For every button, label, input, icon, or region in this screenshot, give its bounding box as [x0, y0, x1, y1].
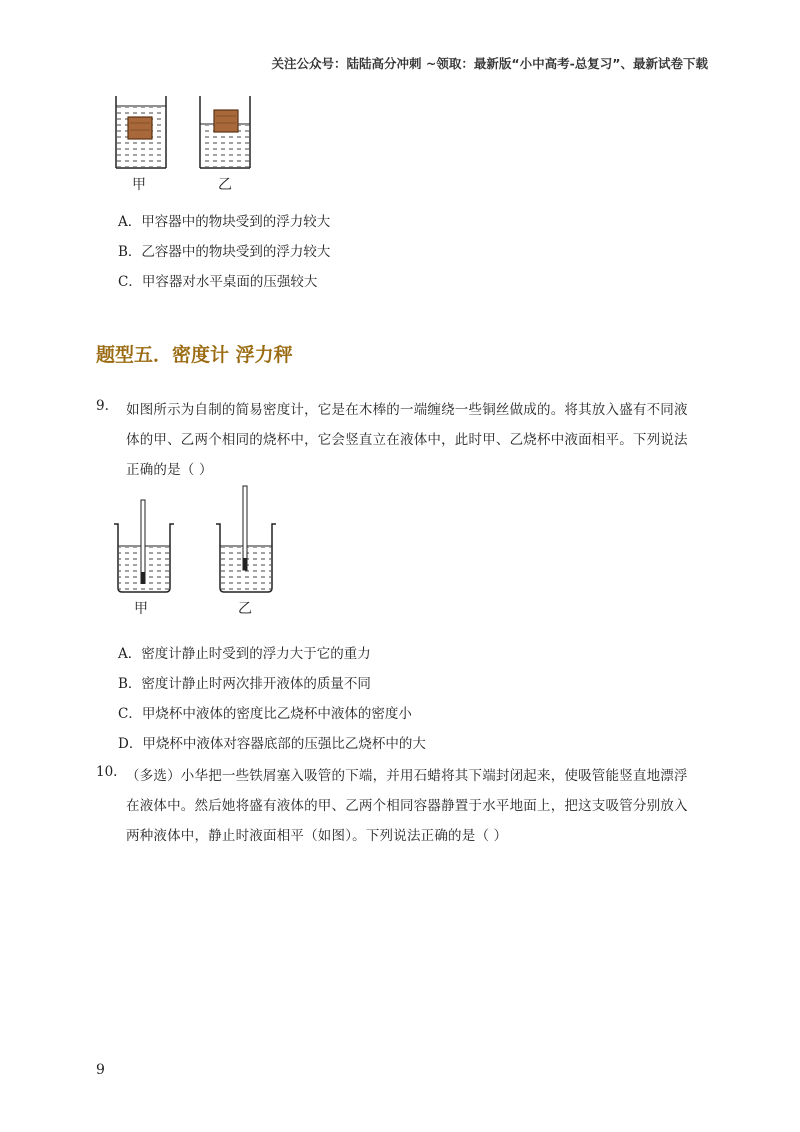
block-jia: [128, 117, 152, 139]
q9-figure-label-yi: 乙: [238, 601, 252, 617]
q9-option-a: A．密度计静止时受到的浮力大于它的重力: [118, 646, 371, 662]
block-yi: [214, 110, 238, 132]
q10-line-2: 在液体中。然后她将盛有液体的甲、乙两个相同容器静置于水平地面上，把这支吸管分别放入: [126, 798, 688, 814]
q9-figure-label-jia: 甲: [134, 601, 148, 617]
beaker-yi: [216, 486, 276, 592]
q9-option-d: D．甲烧杯中液体对容器底部的压强比乙烧杯中的大: [118, 736, 426, 752]
container-jia: [116, 96, 166, 168]
header-note: 关注公众号：陆陆高分冲刺 ~领取：最新版“小中高考-总复习”、最新试卷下载: [271, 56, 708, 71]
page-number: 9: [96, 1062, 105, 1078]
q9-option-b: B．密度计静止时两次排开液体的质量不同: [118, 676, 371, 692]
q8-option-c: C．甲容器对水平桌面的压强较大: [118, 274, 318, 290]
q10-number: 10.: [96, 764, 118, 780]
q9-line-3: 正确的是（ ）: [126, 462, 213, 478]
q8-option-b: B．乙容器中的物块受到的浮力较大: [118, 244, 331, 260]
q8-option-a: A．甲容器中的物块受到的浮力较大: [118, 214, 331, 230]
q9-number: 9.: [96, 398, 109, 414]
q10-line-1: （多选）小华把一些铁屑塞入吸管的下端，并用石蜡将其下端封闭起来，使吸管能竖直地漂浮: [126, 768, 688, 784]
q10-line-3: 两种液体中，静止时液面相平（如图）。下列说法正确的是（ ）: [126, 828, 508, 844]
q9-figure: [108, 484, 288, 596]
beaker-jia: [114, 500, 174, 592]
q9-option-c: C．甲烧杯中液体的密度比乙烧杯中液体的密度小: [118, 706, 412, 722]
container-yi: [200, 96, 250, 168]
q8-figure-label-yi: 乙: [218, 177, 232, 193]
section-title: 题型五．密度计 浮力秤: [96, 344, 293, 366]
hydrometer-yi: [243, 486, 247, 570]
q9-line-2: 体的甲、乙两个相同的烧杯中，它会竖直立在液体中，此时甲、乙烧杯中液面相平。下列说法: [126, 432, 688, 448]
hydrometer-jia: [141, 500, 145, 582]
q8-figure-label-jia: 甲: [132, 177, 146, 193]
q9-line-1: 如图所示为自制的简易密度计，它是在木棒的一端缠绕一些铜丝做成的。将其放入盛有不同液: [126, 402, 688, 418]
